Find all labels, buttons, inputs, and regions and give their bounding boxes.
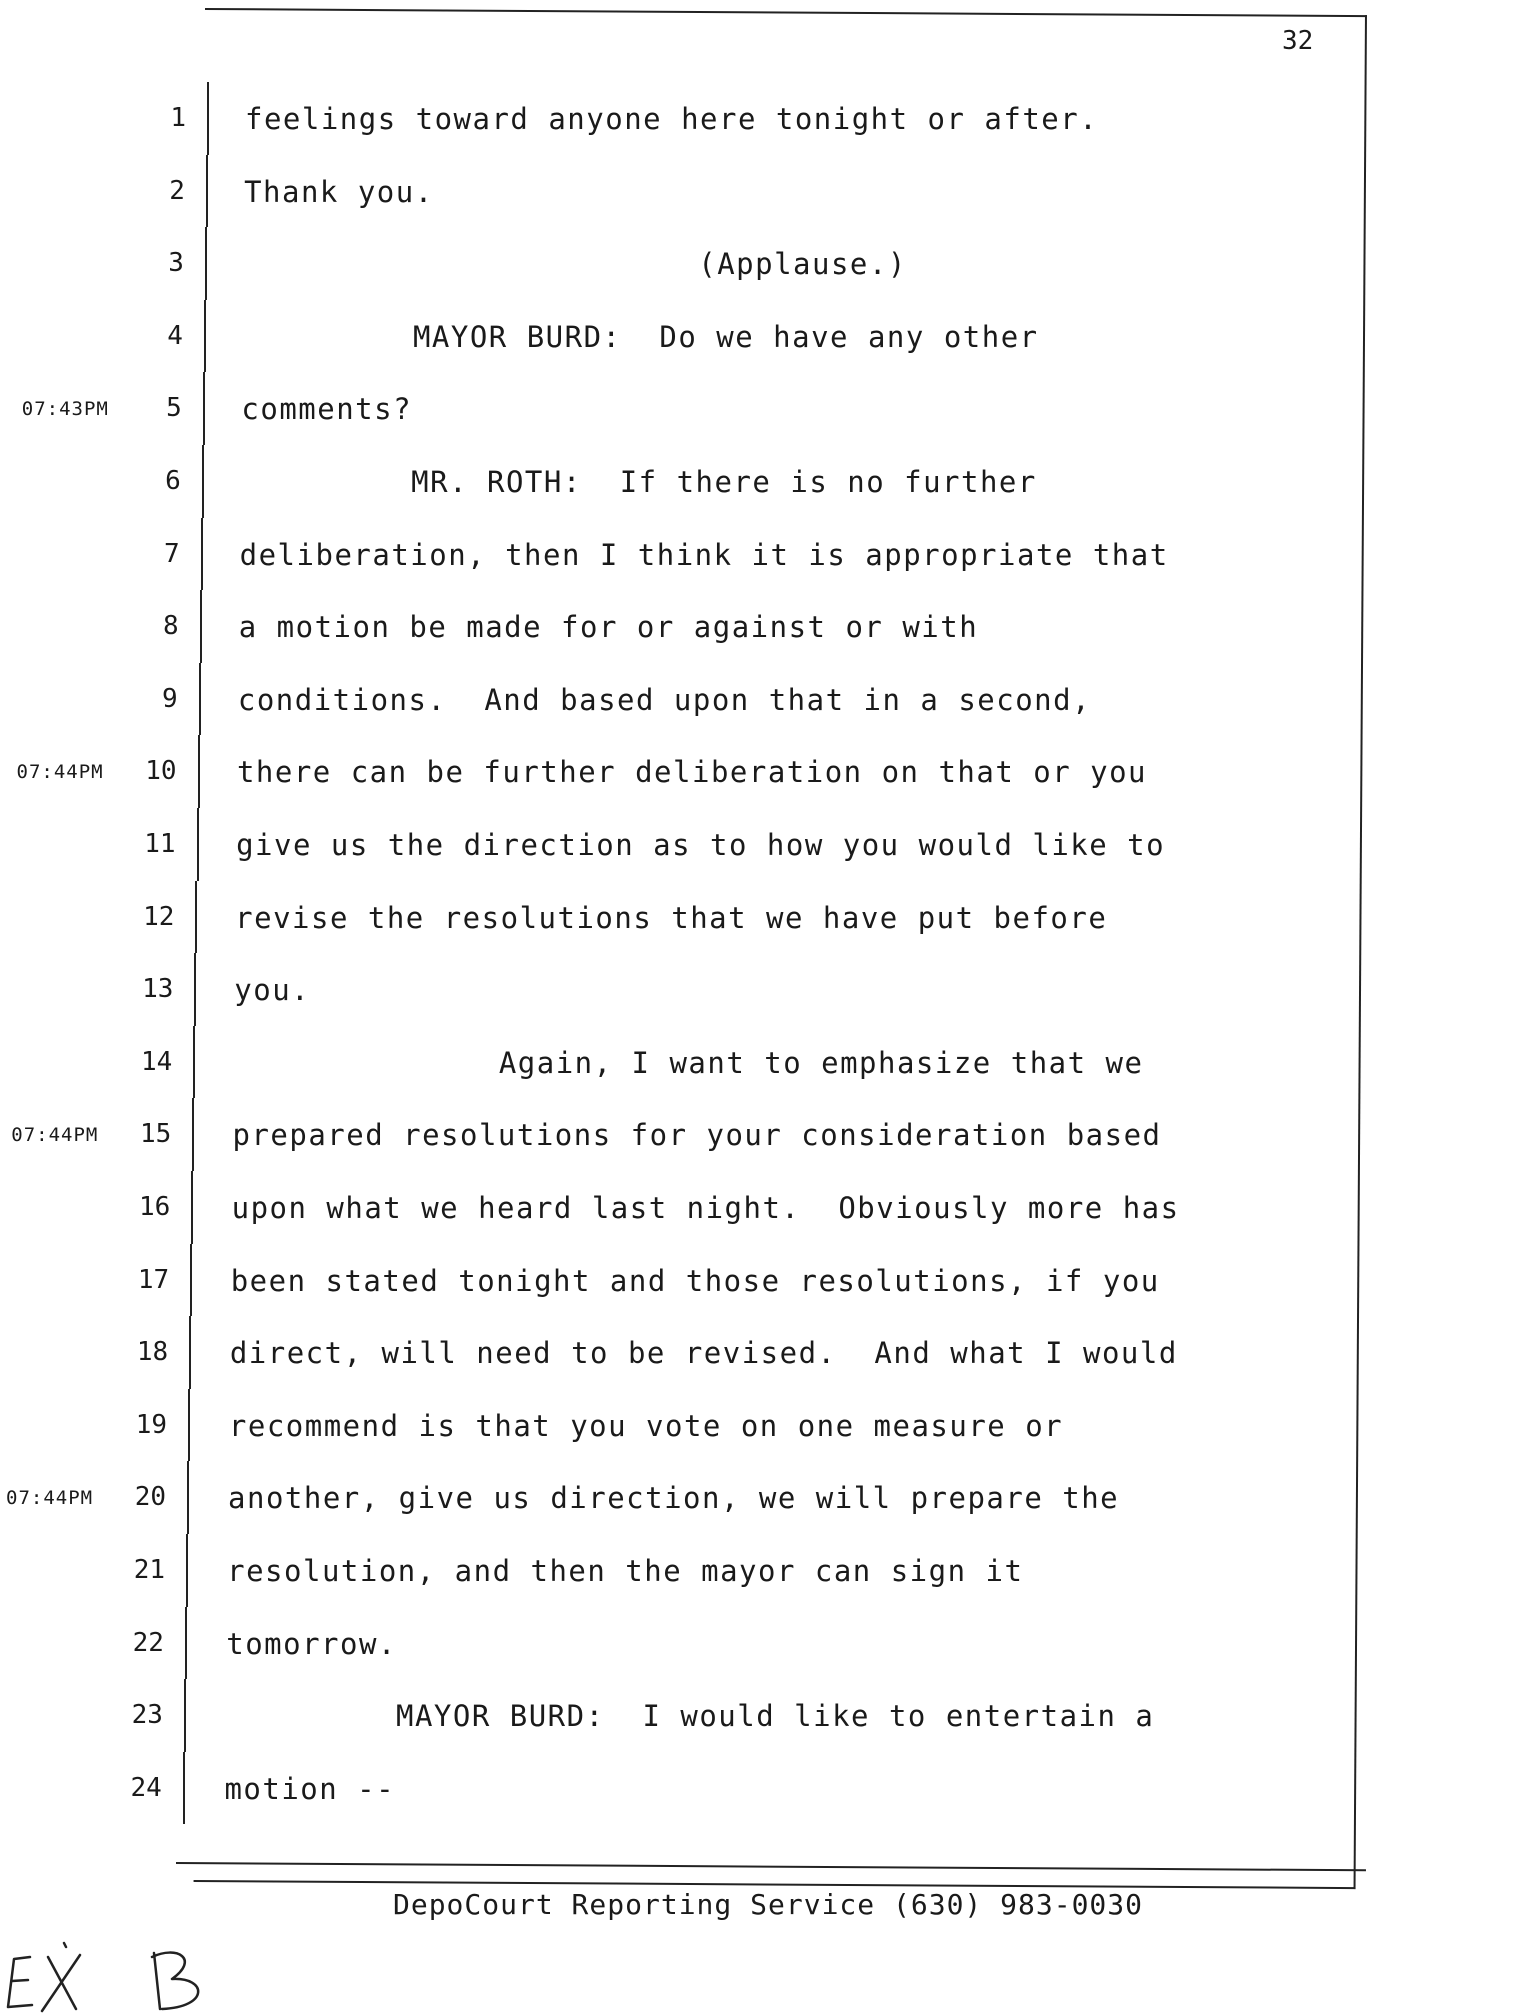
margin-rule <box>199 663 201 736</box>
line-number: 15 <box>139 1119 172 1150</box>
line-text: MAYOR BURD: I would like to entertain a <box>225 1699 1155 1734</box>
margin-rule <box>204 300 206 373</box>
margin-rule <box>184 1679 186 1752</box>
margin-rule <box>192 1098 194 1171</box>
timestamp: 07:44PM <box>16 761 104 784</box>
line-text: deliberation, then I think it is appropriate that <box>239 537 1169 572</box>
line-text: conditions. And based upon that in a second, <box>237 682 1092 717</box>
margin-rule <box>202 445 204 518</box>
margin-rule <box>206 155 208 228</box>
line-number: 8 <box>162 611 179 642</box>
line-text: Thank you. <box>244 174 434 209</box>
line-number: 7 <box>164 538 180 569</box>
line-text: comments? <box>241 392 413 427</box>
exhibit-mark-handwritten <box>2 1935 222 2015</box>
line-text: (Applause.) <box>243 247 907 282</box>
line-text: there can be further deliberation on that or you <box>236 755 1148 790</box>
line-text: upon what we heard last night. Obviously more has <box>231 1191 1180 1225</box>
line-number: 5 <box>166 393 182 424</box>
margin-rule <box>197 808 199 881</box>
timestamp: 07:43PM <box>21 398 109 421</box>
line-text: give us the direction as to how you would like to <box>236 828 1166 862</box>
margin-rule <box>200 590 202 663</box>
line-text: Again, I want to emphasize that we <box>233 1045 1144 1080</box>
line-number: 12 <box>143 901 175 932</box>
margin-rule <box>186 1534 188 1607</box>
margin-rule <box>201 518 203 591</box>
timestamp: 07:44PM <box>11 1124 99 1147</box>
margin-rule <box>194 953 196 1026</box>
line-text: feelings toward anyone here tonight or after. <box>245 102 1099 136</box>
margin-rule <box>188 1389 190 1462</box>
line-text: tomorrow. <box>226 1626 397 1661</box>
line-number: 6 <box>165 466 181 496</box>
line-text: you. <box>234 973 311 1008</box>
line-number: 20 <box>134 1482 167 1513</box>
line-number: 16 <box>138 1192 171 1222</box>
page-number: 32 <box>1282 26 1314 56</box>
line-text: revise the resolutions that we have put before <box>235 900 1108 935</box>
line-text: a motion be made for or against or with <box>238 610 979 645</box>
margin-rule <box>195 881 197 954</box>
timestamp: 07:44PM <box>6 1487 94 1510</box>
line-number: 3 <box>168 248 184 279</box>
margin-rule <box>207 82 209 155</box>
line-number: 18 <box>136 1337 169 1368</box>
line-number: 22 <box>132 1627 164 1658</box>
reporter-footer: DepoCourt Reporting Service (630) 983-0030 <box>392 1888 1143 1921</box>
margin-rule <box>198 735 200 808</box>
line-number: 24 <box>130 1772 162 1803</box>
line-number: 9 <box>161 683 178 714</box>
line-number: 19 <box>135 1409 168 1440</box>
line-number: 23 <box>131 1700 163 1731</box>
margin-rule <box>187 1461 189 1534</box>
margin-rule <box>191 1171 193 1244</box>
line-text: motion -- <box>224 1771 396 1806</box>
line-text: recommend is that you vote on one measure or <box>228 1408 1064 1443</box>
line-number: 2 <box>169 175 185 206</box>
line-text: MAYOR BURD: Do we have any other <box>242 319 1039 354</box>
line-number: 11 <box>144 829 176 859</box>
line-text: another, give us direction, we will prepare the <box>228 1481 1120 1516</box>
line-text: resolution, and then the mayor can sign it <box>227 1554 1024 1588</box>
margin-rule <box>203 372 205 445</box>
line-number: 4 <box>167 320 183 351</box>
line-text: MR. ROTH: If there is no further <box>240 465 1037 499</box>
margin-rule <box>193 1026 195 1099</box>
line-number: 10 <box>145 756 177 787</box>
margin-rule <box>185 1607 187 1680</box>
margin-rule <box>205 227 207 300</box>
margin-rule <box>183 1752 185 1825</box>
line-number: 1 <box>170 103 186 133</box>
line-text: prepared resolutions for your consideration based <box>232 1118 1162 1153</box>
line-number: 14 <box>141 1046 173 1077</box>
line-text: direct, will need to be revised. And what I would <box>229 1336 1178 1371</box>
margin-rule <box>190 1244 192 1317</box>
line-text: been stated tonight and those resolutions, if you <box>230 1263 1160 1298</box>
page-border <box>194 8 1367 1889</box>
line-number: 17 <box>137 1264 170 1295</box>
line-number: 13 <box>142 974 174 1005</box>
line-number: 21 <box>133 1555 165 1585</box>
margin-rule <box>189 1316 191 1389</box>
